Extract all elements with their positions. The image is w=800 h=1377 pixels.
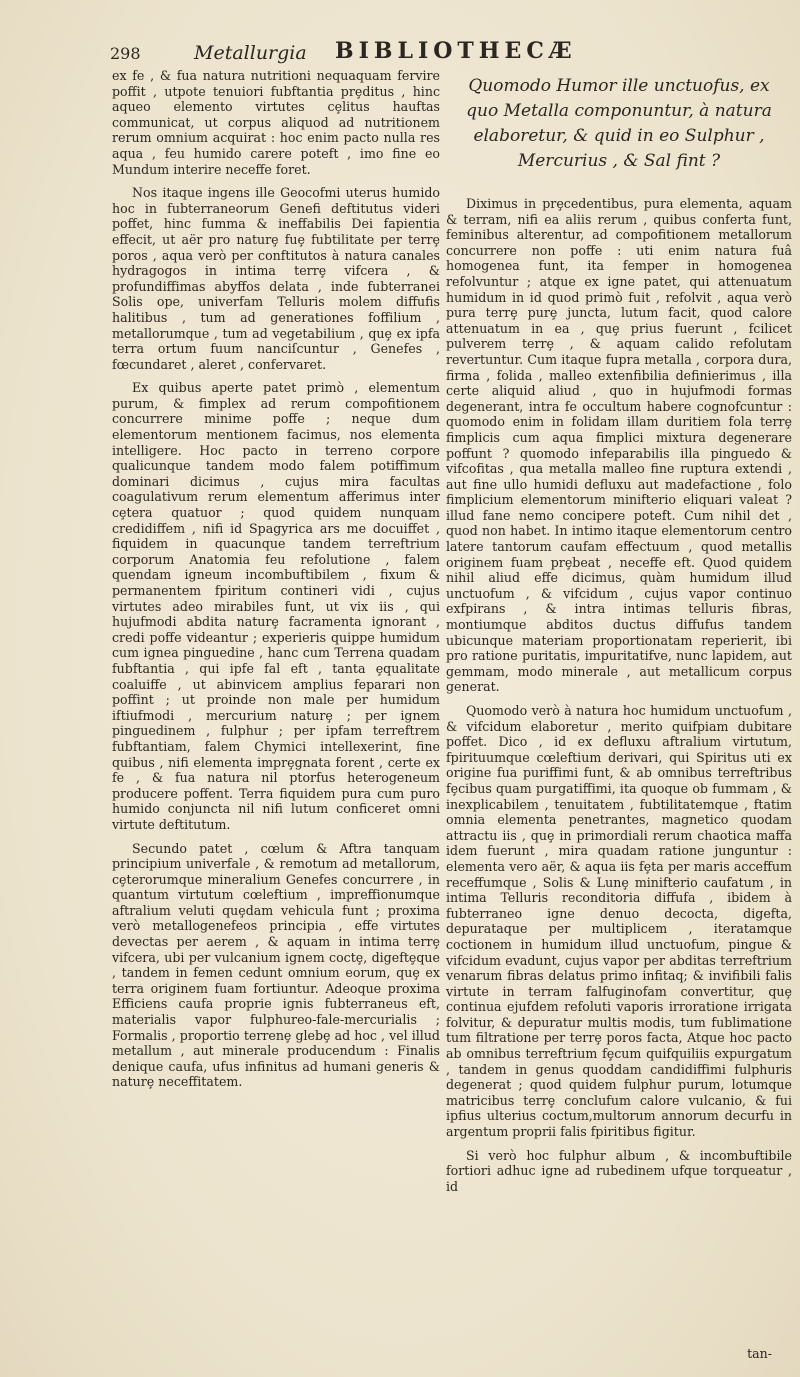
paragraph: Nos itaque ingens ille Geocofmi uterus humido hoc in fubterraneorum Genefi deftitutus videri poffet, hinc fumma & ineffabilis Dei fapientia effecit, ut aër pro naturȩ fuȩ fubtilitate per terrȩ poros , aqua verò per conftitutos à natura canales hydragogos in intima terrȩ vifcera , & profundiffimas abyffos delata , inde fubterranei Solis ope, univerfam Telluris molem diffufis halitibus , tum ad generationes foffilium , metallorumque , tum ad vegetabilium , quȩ ex ipfa terra ortum fuum nanciſcuntur , Genefes , fœcundaret , aleret , confervaret. <box>112 185 440 372</box>
paragraph: Secundo patet , cœlum & Aftra tanquam principium univerfale , & remotum ad metallorum, cȩterorumque mineralium Genefes concurrere , in quantum virtutum cœleftium , impreffionumque aftralium veluti quȩdam vehicula funt ; proxima verò metallogenefeos principia , effe virtutes devectas per aerem , & aquam in intima terrȩ vifcera, ubi per vulcanium ignem coctȩ, digeftȩque , tandem in femen cedunt omnium eorum, quȩ ex terra originem fuam fortiuntur. Adeoque proxima Efficiens caufa proprie ignis fubterraneus eft, materialis vapor fulphureo-fale-mercurialis ; Formalis , proportio terrenȩ glebȩ ad hoc , vel illud metallum , aut minerale producendum : Finalis denique caufa, ufus infinitus ad humani generis & naturȩ neceffitatem. <box>112 840 440 1090</box>
section-title: Quomodo Humor ille unctuofus, ex quo Metalla componuntur, à natura elaboretur, & quid in eo Sulphur , Mercurius , & Sal fint ? <box>466 76 772 171</box>
catchword: tan- <box>747 1346 772 1361</box>
running-head-section: Metallurgia <box>194 42 307 64</box>
paragraph: Si verò hoc fulphur album , & incombuftibile fortiori adhuc igne ad rubedinem ufque torqueatur , id <box>446 1147 792 1194</box>
paragraph: Ex quibus aperte patet primò , elementum purum, & fimplex ad rerum compofitionem concurrere minime poffe ; neque dum elementorum mentionem facimus, nos elementa intelligere. Hoc pacto in terreno corpore qualicunque tandem modo falem potiffimum dominari dicimus , cujus mira facultas coagulativum rerum elementum afferimus inter cȩtera quatuor ; quod quidem nunquam credidiffem , nifi id Spagyrica ars me docuiffet , fiquidem in quacunque tandem terreftrium corporum Anatomia feu refolutione , falem quendam igneum incombuftibilem , fixum & permanentem fpiritum contineri vidi , cujus virtutes adeo mirabiles funt, ut vix iis , qui hujufmodi abdita naturȩ facramenta ignorant , credi poffe videantur ; experieris quippe humidum cum ignea pinguedine , hanc cum Terrena quadam fubftantia , qui ipfe fal eft , tanta ȩqualitate coaluiffe , ut abinvicem amplius feparari non poffint ; ut proinde non male per humidum iftiufmodi , mercurium naturȩ ; per ignem pinguedinem , fulphur ; per ipfam terreftrem fubftantiam, falem Chymici intellexerint, fine quibus , nifi elementa imprȩgnata forent , certe ex fe , & fua natura nil ptorfus heterogeneum producere poffent. Terra fiquidem pura cum puro humido conjuncta nil nifi lutum conficeret omni virtute deftitutum. <box>112 380 440 832</box>
paragraph: Diximus in prȩcedentibus, pura elementa, aquam & terram, nifi ea aliis rerum , quibus conferta funt, feminibus alterentur, ad compofitionem metallorum concurrere non poffe : uti enim natura fuâ homogenea funt, ita femper in homogenea refolvuntur ; atque ex igne patet, qui attenuatum humidum in id quod primò fuit , refolvit , aqua verò pura terrȩ purȩ juncta, lutum facit, quod calore attenuatum in ea , quȩ prius fuerunt , fcilicet pulverem terrȩ , & aquam calido refolutam revertuntur. Cum itaque fupra metalla , corpora dura, firma , folida , malleo extenfibilia definierimus , illa certe aliquid aliud , quo in hujufmodi formas degenerant, intra fe occultum habere cognofcuntur : quomodo enim in folidam illam duritiem fola terrȩ fimplicis cum aqua fimplici mixtura degenerare poffunt ? quomodo infeparabilis illa pinguedo & vifcofitas , qua metalla malleo fine ruptura extendi , aut fine ullo humidi defluxu aut madefactione , folo fimplicium elementorum minifterio eliquari valeat ? illud fane nemo concipere poteft. Cum nihil det , quod non habet. In intimo itaque elementorum centro latere tantorum caufam effectuum , quod metallis originem fuam prȩbeat , neceffe eft. Quod quidem nihil aliud effe dicimus, quàm humidum illud unctuofum , & vifcidum , cujus vapor continuo exfpirans , & intra intimas telluris fibras, montiumque abditos ductus diffufus tandem ubicunque materiam proportionatam reperierit, ibi pro ratione puritatis, impuritatifve, nunc lapidem, aut gemmam, modo minerale , aut metallicum corpus generat. <box>446 196 792 695</box>
paragraph: ex fe , & fua natura nutritioni nequaquam fervire poffit , utpote tenuiori fubftantia prȩditus , hinc aqueo elemento virtutes cȩlitus hauftas communicat, ut corpus aliquod ad nutritionem rerum omnium acquirat : hoc enim pacto nulla res aqua , feu humido carere poteft , imo fine eo Mundum interire neceffe foret. <box>112 68 440 177</box>
right-column <box>446 68 792 1202</box>
page-number: 298 <box>110 44 141 63</box>
left-column <box>112 68 440 1098</box>
running-head-title: BIBLIOTHECÆ <box>335 38 577 64</box>
paragraph: Quomodo verò à natura hoc humidum unctuofum , & vifcidum elaboretur , merito quifpiam dubitare poffet. Dico , id ex defluxu aftralium virtutum, fpirituumque cœleftium derivari, qui Spiritus uti ex origine fua puriffimi funt, & ab omnibus terreftribus fȩcibus quam purgatiffimi, ita quoque ob fummam , & inexplicabilem , tenuitatem , fubtilitatemque , ftatim omnia elementa penetrantes, magnetico quodam attractu iis , quȩ in primordiali rerum chaotica maffa idem fuerunt , mira quadam ratione junguntur : elementa vero aër, & aqua iis fȩta per maris acceffum receffumque , Solis & Lunȩ minifterio caufatum , in intima Telluris reconditoria diffufa , ibidem à fubterraneo igne denuo decocta, digefta, depurataque per multiplicem , iteratamque coctionem in humidum illud unctuofum, pingue & vifcidum evadunt, cujus vapor per abditas terreftrium venarum fibras delatus primo infitaq; & invifibili falis virtute in terram falfuginofam convertitur, quȩ continua ejufdem refoluti vaporis irroratione irrigata folvitur, & depuratur multis modis, tum fublimatione tum filtratione per terrȩ poros facta, Atque hoc pacto ab omnibus terreftrium fȩcum quifquiliis expurgatum , tandem in genus quoddam candidiffimi fulphuris degenerat ; quod quidem fulphur purum, lotumque matricibus terrȩ conclufum calore vulcanio, & fui ipfius ulterius coctum,multorum annorum decurfu in argentum proprii falis fpiritibus figitur. <box>446 703 792 1140</box>
page-header <box>110 32 780 72</box>
